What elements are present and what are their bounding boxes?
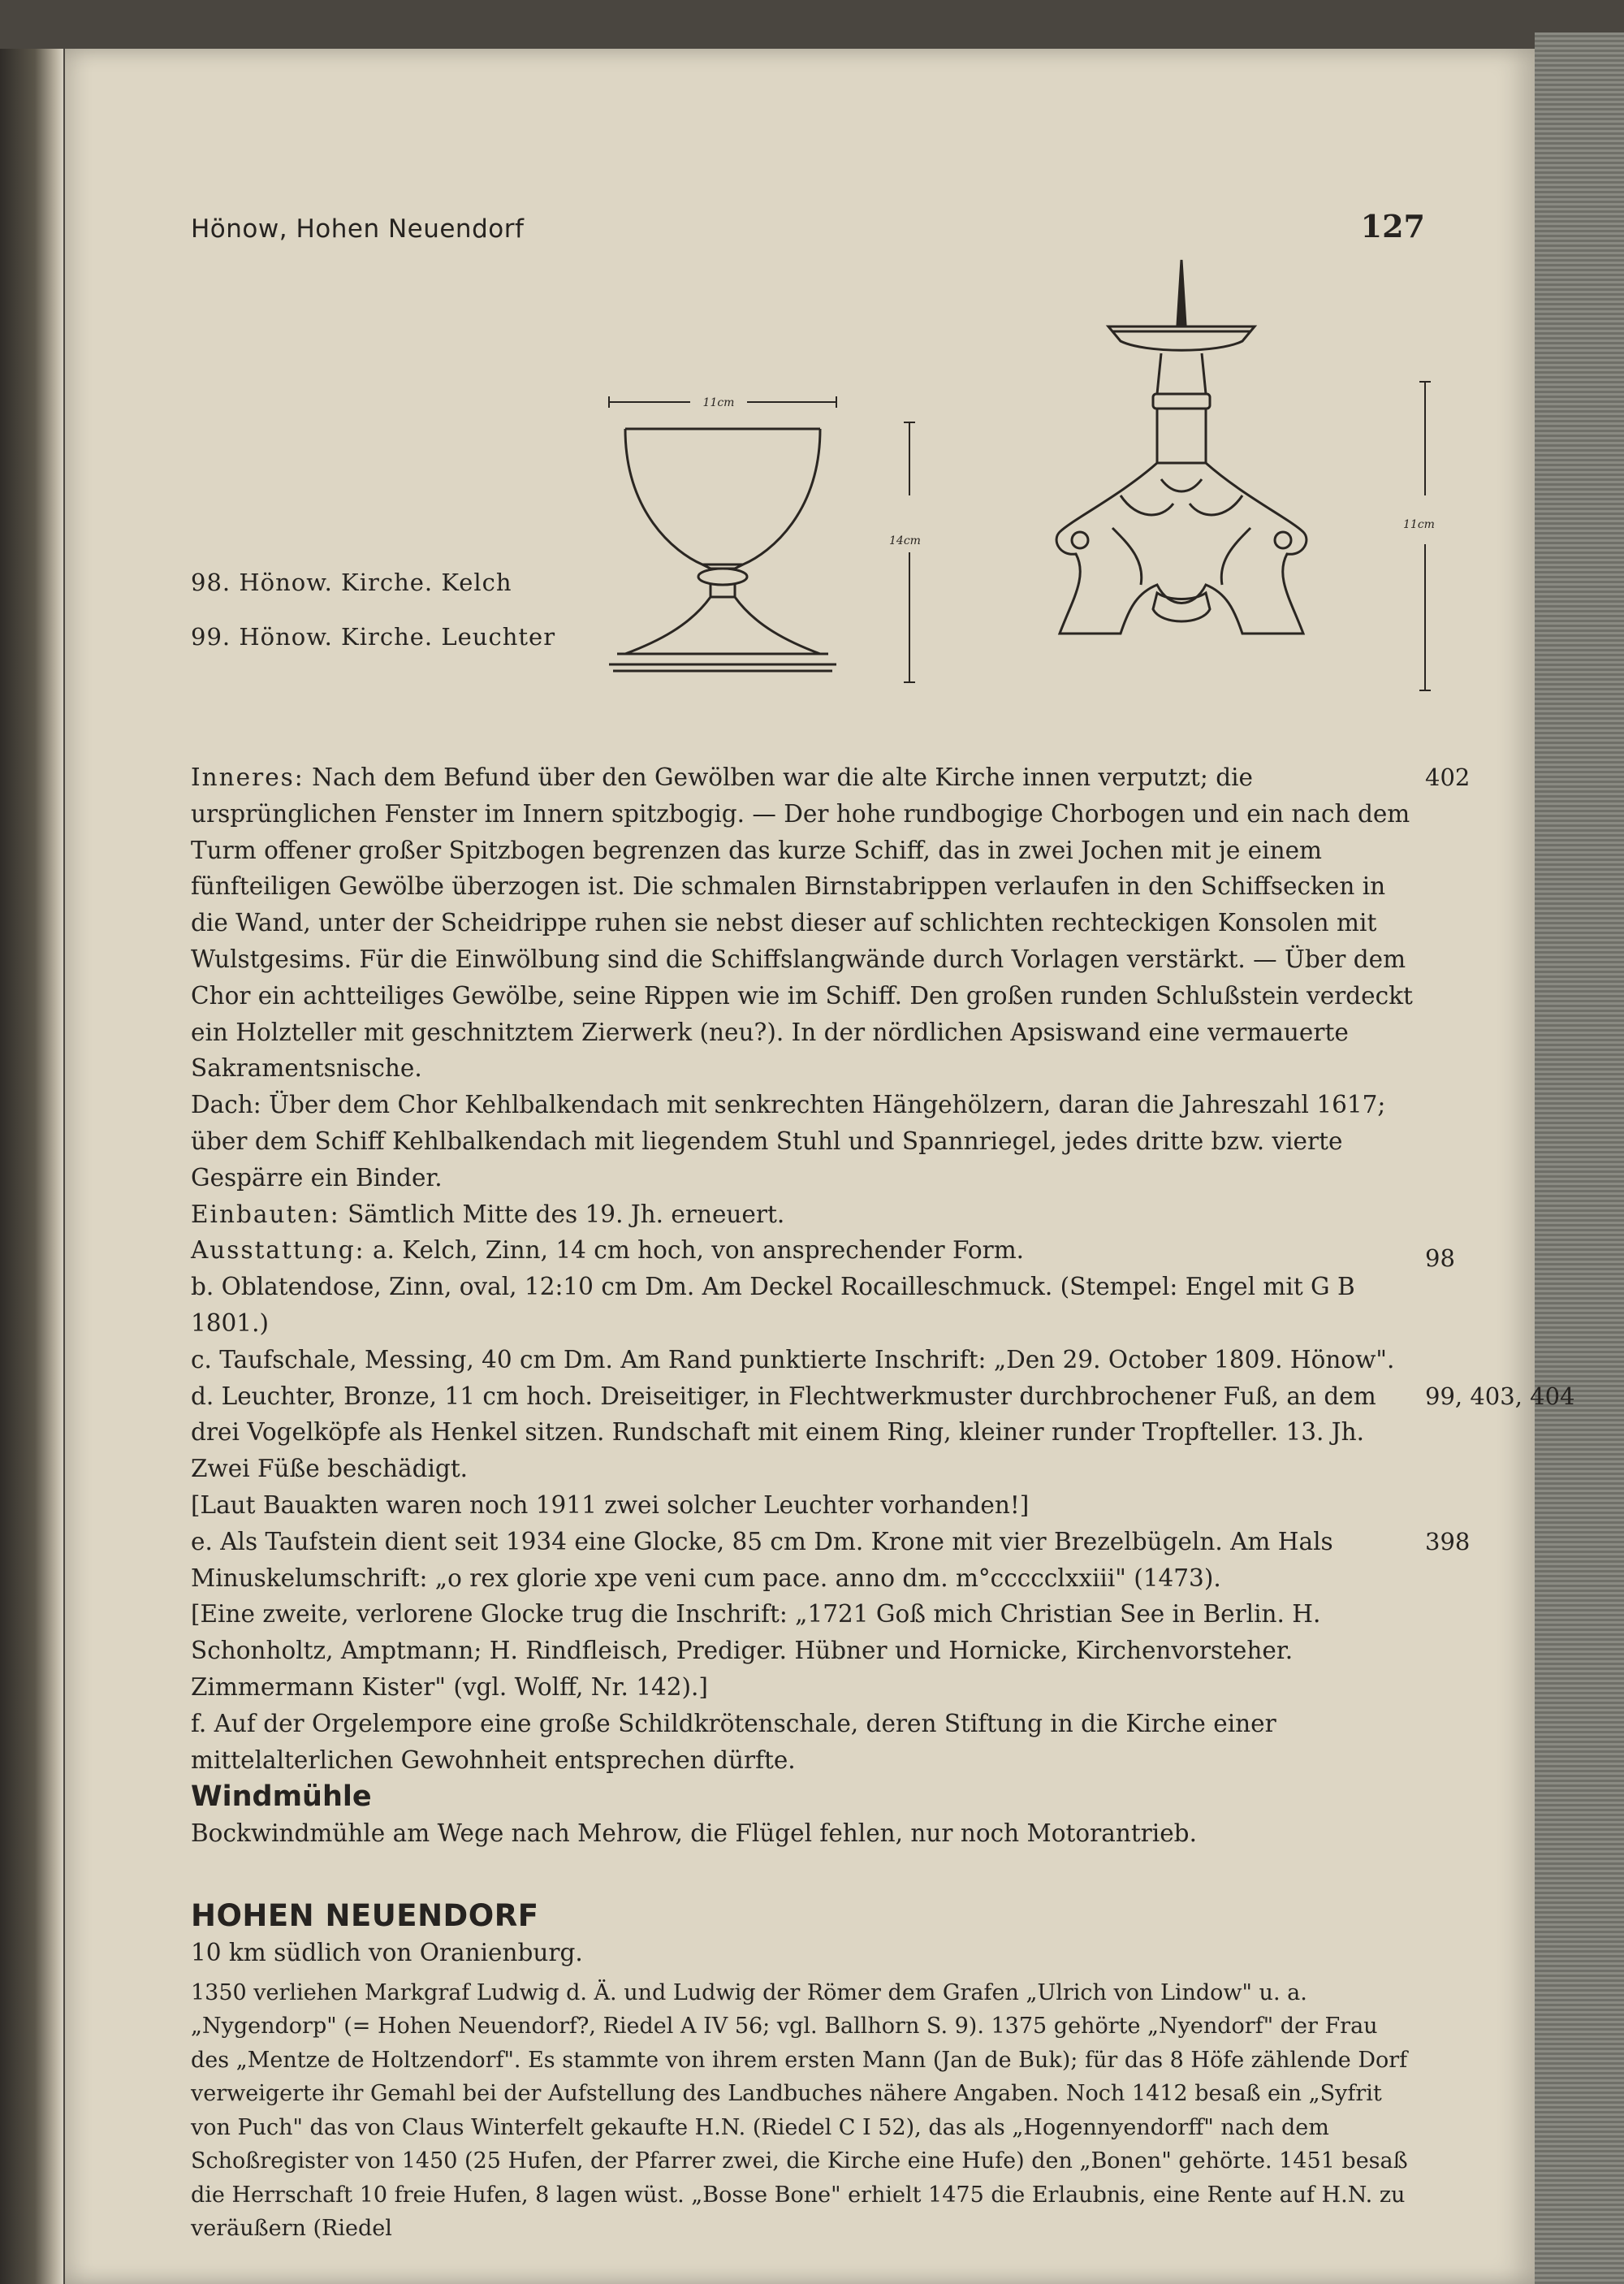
paragraph-item-e — [191, 1524, 1471, 1597]
text-dach: Über dem Chor Kehlbalkendach mit senkrechten Hängehölzern, daran die Jahreszahl 1617; über dem Schiff Kehlbalkendach mit liegendem Stuhl und Spannriegel, jedes dritte bzw. vierte Gespärre ein Binder. — [191, 1091, 1386, 1192]
margin-ref-98: 98 — [1425, 1244, 1455, 1273]
text-inneres: Nach dem Befund über den Gewölben war die alte Kirche innen verputzt; die ursprünglichen Fenster im Innern spitzbogig. — Der hohe rundbogige Chorbogen und ein nach dem Turm offener großer Spitzbogen begrenzen das kurze Schiff, das in zwei Jochen mit je einem fünfteiligen Gewölbe überzogen ist. Die schmalen Birnstabrippen verlaufen in den Schiffsecken in die Wand, unter der Scheidrippe ruhen sie nebst dieser auf schlichten rechteckigen Konsolen mit Wulstgesims. Für die Einwölbung sind die Schiffslangwände durch Vorlagen verstärkt. — Über dem Chor ein achtteiliges Gewölbe, seine Rippen wie im Schiff. Den großen runden Schlußstein verdeckt ein Holzteller mit geschnitztem Zierwerk (neu?). In der nördlichen Apsiswand eine vermauerte Sakramentsnische. — [191, 763, 1413, 1083]
text-item-e: e. Als Taufstein dient seit 1934 eine Glocke, 85 cm Dm. Krone mit vier Brezelbügeln. Am Hals Minuskelumschrift: „o rex glorie xpe veni cum pace. anno dm. m°ccccclxxiii" (1473). — [191, 1527, 1333, 1592]
main-text — [191, 759, 1575, 2246]
chalice-height-label: 14cm — [889, 534, 921, 547]
margin-ref-99: 99, 403, 404 — [1425, 1382, 1575, 1410]
caption-candlestick: 99. Hönow. Kirche. Leuchter — [191, 623, 556, 651]
paragraph-einbauten — [191, 1196, 1417, 1233]
paragraph-item-d-note: [Laut Bauakten waren noch 1911 zwei solcher Leuchter vorhanden!] — [191, 1490, 1030, 1519]
heading-hohen-neuendorf: HOHEN NEUENDORF — [191, 1898, 539, 1934]
paragraph-item-b: b. Oblatendose, Zinn, oval, 12:10 cm Dm. Am Deckel Rocailleschmuck. (Stempel: Engel mit G B 1801.) — [191, 1273, 1355, 1337]
paragraph-item-e-note: [Eine zweite, verlorene Glocke trug die Inschrift: „1721 Goß mich Christian See in Berlin. H. Schonholtz, Amptmann; H. Rindfleisch, Prediger. Hübner und Hornicke, Kirchenvorsteher. Zimmermann Kister" (vgl. Wolff, Nr. 142).] — [191, 1600, 1321, 1701]
figure-captions — [191, 569, 555, 677]
paragraph-inneres — [191, 759, 1471, 1087]
label-inneres: Inneres: — [191, 763, 304, 791]
label-einbauten: Einbauten: — [191, 1200, 340, 1228]
text-item-a: a. Kelch, Zinn, 14 cm hoch, von ansprechender Form. — [372, 1236, 1025, 1265]
paragraph-dach — [191, 1087, 1417, 1196]
margin-ref-402: 402 — [1425, 763, 1471, 791]
page-number: 127 — [1360, 208, 1425, 244]
margin-ref-398: 398 — [1425, 1527, 1471, 1555]
text-einbauten: Sämtlich Mitte des 19. Jh. erneuert. — [348, 1200, 785, 1228]
running-header — [191, 208, 1425, 257]
paragraph-windmuehle: Bockwindmühle am Wege nach Mehrow, die Flügel fehlen, nur noch Motorantrieb. — [191, 1819, 1197, 1848]
section-gap — [191, 1852, 1417, 1897]
book-board-edge — [1535, 32, 1624, 2284]
caption-chalice: 98. Hönow. Kirche. Kelch — [191, 569, 512, 596]
candlestick-height-label: 11cm — [1403, 518, 1435, 531]
running-title: Hönow, Hohen Neuendorf — [191, 214, 525, 244]
paragraph-item-c: c. Taufschale, Messing, 40 cm Dm. Am Rand punktierte Inschrift: „Den 29. October 1809. Hönow". — [191, 1345, 1395, 1373]
left-page-edge — [0, 49, 63, 2284]
chalice-drawing — [601, 349, 950, 699]
paragraph-history: 1350 verliehen Markgraf Ludwig d. Ä. und Ludwig der Römer dem Grafen „Ulrich von Lindow" u. a. „Nygendorp" (= Hohen Neuendorf?, Riedel A IV 56; vgl. Ballhorn S. 9). 1375 gehörte „Nyendorf" der Frau des „Mentze de Holtzendorf". Es stammte von ihrem ersten Mann (Jan de Buk); für das 8 Höfe zählende Dorf verweigerte ihr Gemahl bei der Aufstellung des Landbuches nähere Angaben. Noch 1412 besaß ein „Syfrit von Puch" das von Claus Winterfelt gekaufte H.N. (Riedel C I 52), das als „Hogennyendorff" nach dem Schoßregister von 1450 (25 Hufen, der Pfarrer zwei, die Kirche eine Hufe) den „Bonen" gehörte. 1451 besaß die Herrschaft 10 freie Hufen, 8 lagen wüst. „Bosse Bone" erhielt 1475 die Erlaubnis, eine Rente auf H.N. zu veräußern (Riedel — [191, 1979, 1408, 2242]
chalice-width-label: 11cm — [702, 396, 735, 409]
paragraph-item-d — [191, 1378, 1575, 1487]
text-item-d: d. Leuchter, Bronze, 11 cm hoch. Dreiseitiger, in Flechtwerkmuster durchbrochener Fuß, an dem drei Vogelköpfe als Henkel sitzen. Rundschaft mit einem Ring, kleiner runder Tropfteller. 13. Jh. Zwei Füße beschädigt. — [191, 1382, 1376, 1483]
label-dach: Dach: — [191, 1091, 261, 1119]
paragraph-ausstattung-a — [191, 1232, 1455, 1273]
heading-windmuehle: Windmühle — [191, 1780, 372, 1814]
paragraph-item-f: f. Auf der Orgelempore eine große Schildkrötenschale, deren Stiftung in die Kirche einer mittelalterlichen Gewohnheit entsprechen dürfte. — [191, 1709, 1276, 1774]
candlestick-drawing — [1039, 252, 1462, 707]
label-ausstattung: Ausstattung: — [191, 1236, 365, 1265]
book-page — [65, 49, 1575, 2284]
section-subtitle: 10 km südlich von Oranienburg. — [191, 1939, 583, 1967]
